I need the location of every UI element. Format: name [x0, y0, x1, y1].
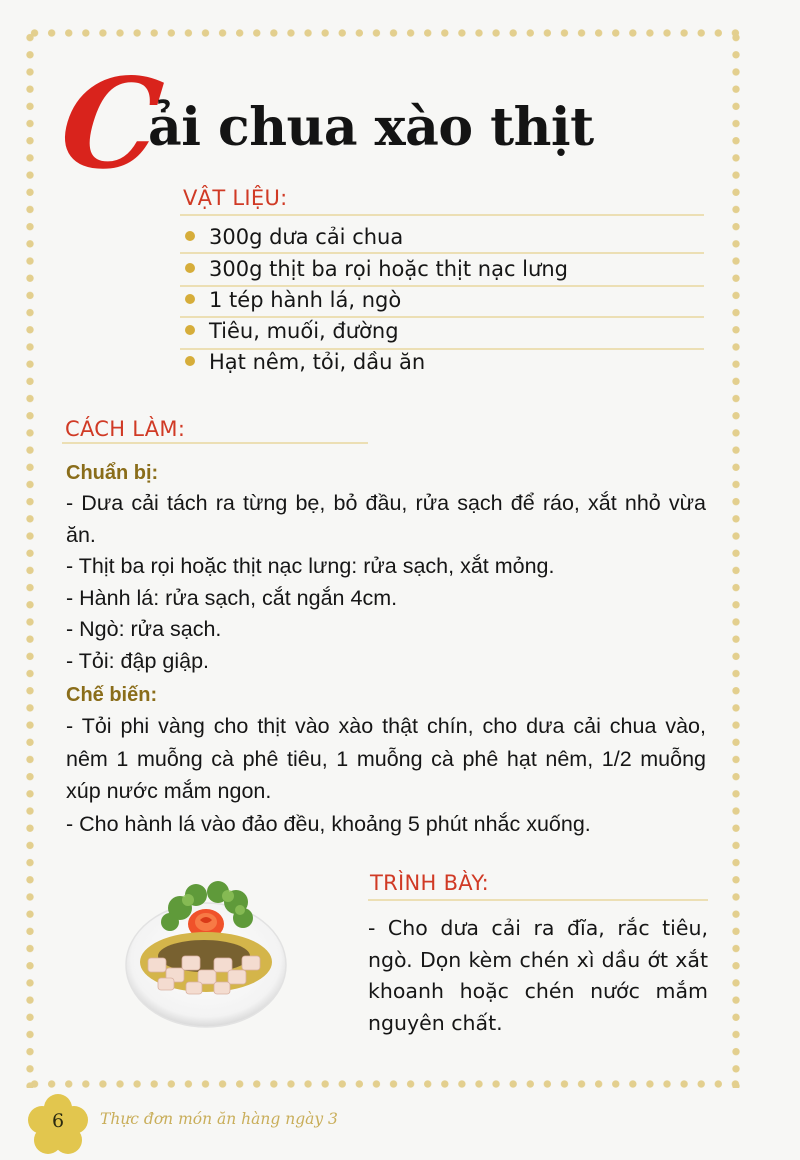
prep-step: - Dưa cải tách ra từng bẹ, bỏ đầu, rửa sạch để ráo, xắt nhỏ vừa ăn. [66, 491, 706, 547]
dotted-border-bottom [26, 1080, 744, 1088]
cook-heading: Chế biến: [66, 684, 158, 706]
page-number: 6 [51, 1110, 65, 1132]
bullet-icon [185, 325, 195, 335]
cook-step: - Tỏi phi vàng cho thịt vào xào thật chín, cho dưa cải chua vào, nêm 1 muỗng cà phê tiêu, 1 muỗng cà phê hạt nêm, 1/2 muỗng xúp nước mắm ngon. [66, 714, 706, 803]
title-initial: C [54, 52, 169, 197]
method-rule [62, 442, 368, 444]
ingredient-item: 1 tép hành lá, ngò [185, 285, 401, 315]
prep-step: - Thịt ba rọi hoặc thịt nạc lưng: rửa sạch, xắt mỏng. [66, 554, 555, 579]
bullet-icon [185, 231, 195, 241]
ingredient-item: 300g dưa cải chua [185, 222, 403, 252]
ingredients-rule [180, 214, 704, 216]
cook-steps [66, 710, 706, 840]
book-title: Thực đơn món ăn hàng ngày 3 [100, 1110, 338, 1128]
ingredient-item: Hạt nêm, tỏi, dầu ăn [185, 347, 425, 377]
ingredients-heading: VẬT LIỆU: [183, 186, 288, 210]
ingredient-item: 300g thịt ba rọi hoặc thịt nạc lưng [185, 254, 568, 284]
method-heading: CÁCH LÀM: [65, 417, 186, 441]
prep-step: - Tỏi: đập giập. [66, 648, 210, 673]
dotted-border-top [26, 29, 744, 37]
dish-photo-icon [118, 870, 298, 1030]
prep-step: - Hành lá: rửa sạch, cắt ngắn 4cm. [66, 585, 398, 610]
recipe-title [54, 52, 622, 197]
dotted-border-left [26, 29, 34, 1088]
title-text: ải chua xào thịt [148, 97, 594, 158]
bullet-icon [185, 356, 195, 366]
prep-step: - Ngò: rửa sạch. [66, 617, 222, 642]
presentation-heading: TRÌNH BÀY: [370, 871, 490, 895]
bullet-icon [185, 263, 195, 273]
presentation-rule [368, 899, 708, 901]
ingredient-item: Tiêu, muối, đường [185, 316, 399, 346]
prep-steps [66, 488, 706, 678]
cook-step: - Cho hành lá vào đảo đều, khoảng 5 phút nhắc xuống. [66, 811, 591, 836]
prep-heading: Chuẩn bị: [66, 462, 159, 484]
bullet-icon [185, 294, 195, 304]
dotted-border-right [732, 29, 740, 1088]
presentation-text: - Cho dưa cải ra đĩa, rắc tiêu, ngò. Dọn kèm chén xì dầu ớt xắt khoanh hoặc chén nước mắm nguyên chất. [368, 916, 708, 1035]
